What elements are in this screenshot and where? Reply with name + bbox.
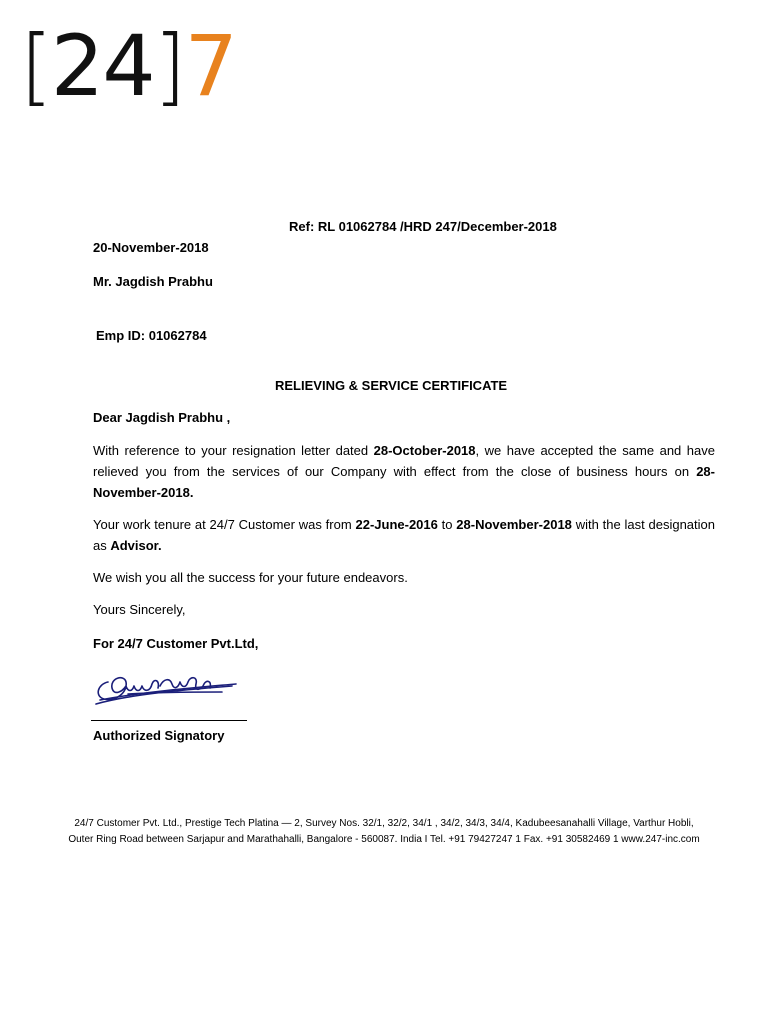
paragraph-text: Your work tenure at 24/7 Customer was from [93,517,356,532]
logo-open-bracket: [ [20,17,51,115]
paragraph-text: to [437,517,457,532]
employee-id: Emp ID: 01062784 [96,328,207,343]
footer-address-line-2: Outer Ring Road between Sarjapur and Marathahalli, Bangalore - 560087. India I Tel. +91 79427247 1 Fax. +91 30582469 1 www.247-inc.com [68,834,700,845]
certificate-title: RELIEVING & SERVICE CERTIFICATE [275,378,508,393]
signature-line [91,720,247,721]
reference-number: Ref: RL 01062784 /HRD 247/December-2018 [289,219,557,234]
logo-seven: 7 [184,17,236,115]
designation: Advisor. [110,538,162,553]
authorized-signatory: Authorized Signatory [93,728,225,743]
paragraph-text: , we have accepted the same and have relieved you from the services of our Company with effect from the close of business hours on [93,443,715,479]
recipient-name: Mr. Jagdish Prabhu [93,274,213,289]
relieving-date: 28-November-2018. [93,464,715,500]
letter-date: 20-November-2018 [93,240,209,255]
company-logo [20,17,236,115]
closing: Yours Sincerely, [93,602,186,617]
logo-close-bracket: ] [153,17,185,115]
logo-digits: 24 [50,17,154,115]
last-working-date: 28-November-2018 [456,517,572,532]
resignation-date: 28-October-2018 [373,443,476,458]
paragraph-text: with the last designation as [93,517,715,553]
footer-address-line-1: 24/7 Customer Pvt. Ltd., Prestige Tech Platina — 2, Survey Nos. 32/1, 32/2, 34/1 , 34/2, 34/3, 34/4, Kadubeesanahalli Village, Varthur Hobli, [74,818,694,829]
salutation: Dear Jagdish Prabhu , [93,410,231,425]
handwritten-signature [92,662,240,710]
paragraph-text: With reference to your resignation letter dated [93,443,374,458]
paragraph-resignation [93,440,715,503]
paragraph-wishes: We wish you all the success for your future endeavors. [93,570,408,585]
company-signoff: For 24/7 Customer Pvt.Ltd, [93,636,259,651]
paragraph-tenure [93,514,715,556]
joining-date: 22-June-2016 [355,517,438,532]
